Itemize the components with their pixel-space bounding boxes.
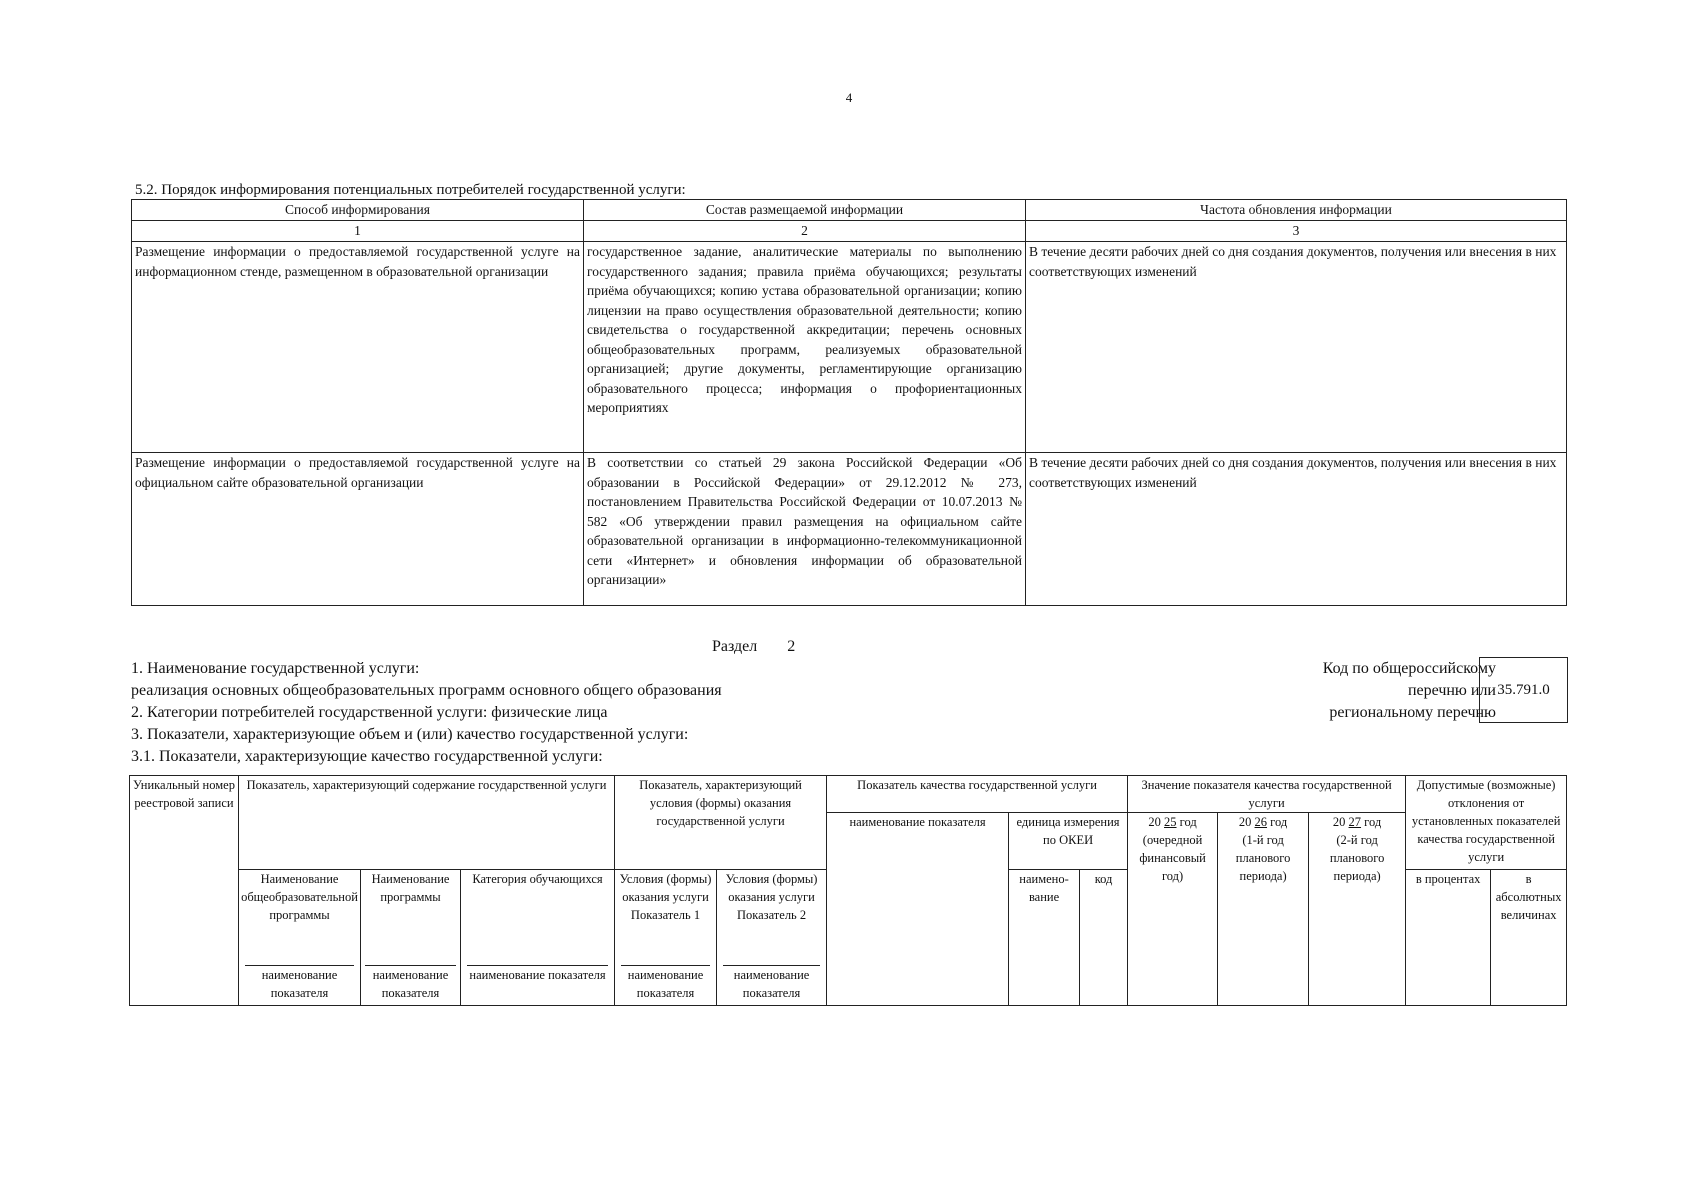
sub-condition-2: Условия (формы) оказания услуги Показатель 2	[717, 870, 827, 966]
table-row	[132, 242, 1567, 453]
col-number: 2	[584, 221, 1026, 242]
header-method: Способ информирования	[132, 200, 584, 221]
content-cell: В соответствии со статьей 29 закона Российской Федерации «Об образовании в Российской Федерации» от 29.12.2012 № 273, постановлением Правительства Российской Федерации от 10.07.2013 № 582 «Об утверждении правил размещения на официальном сайте образовательной организации в информационно-телекоммуникационной сети «Интернет» и обновления информации об образовательной организации»	[584, 453, 1026, 606]
sub-program-name: Наименование общеобразовательной программы	[239, 870, 361, 966]
information-order-table	[131, 199, 1567, 606]
header-year-1: 20 25 год (очередной финансовый год)	[1128, 813, 1218, 1006]
col-number: 1	[132, 221, 584, 242]
col-number: 3	[1026, 221, 1567, 242]
section-heading	[712, 638, 795, 656]
sub-unit-code: код	[1080, 870, 1128, 1006]
method-cell: Размещение информации о предоставляемой государственной услуге на официальном сайте образовательной организации	[132, 453, 584, 606]
header-allowed-deviation: Допустимые (возможные) отклонения от установленных показателей качества государственной услуги	[1406, 776, 1567, 870]
header-okei-unit: единица измерения по ОКЕИ	[1009, 813, 1128, 870]
frequency-cell: В течение десяти рабочих дней со дня создания документов, получения или внесения в них соответствующих изменений	[1026, 242, 1567, 453]
consumer-categories: 2. Категории потребителей государственной услуги: физические лица	[131, 704, 608, 721]
method-cell: Размещение информации о предоставляемой государственной услуге на информационном стенде, размещенном в образовательной организации	[132, 242, 584, 453]
indicator-name-label: наименование показателя	[723, 965, 820, 1002]
registry-code-value: 35.791.0	[1479, 657, 1568, 723]
content-cell: государственное задание, аналитические материалы по выполнению государственного задания; правила приёма обучающихся; результаты приёма обучающихся; копию устава образовательной организации; копию лицензии на право осуществления образовательной деятельности; копию свидетельства о государственной аккредитации; перечень основных общеобразовательных программ, реализуемых образовательной организацией; другие документы, регламентирующие организацию образовательного процесса; информация о профориентационных мероприятиях	[584, 242, 1026, 453]
frequency-cell: В течение десяти рабочих дней со дня создания документов, получения или внесения в них соответствующих изменений	[1026, 453, 1567, 606]
table-row	[132, 453, 1567, 606]
header-quality-value: Значение показателя качества государственной услуги	[1128, 776, 1406, 813]
service-name-value: реализация основных общеобразовательных программ основного общего образования	[131, 682, 722, 699]
sub-percent: в процентах	[1406, 870, 1491, 1006]
header-quality-indicator: Показатель качества государственной услуги	[827, 776, 1128, 813]
indicator-name-label: наименование показателя	[365, 965, 456, 1002]
service-name-label: 1. Наименование государственной услуги:	[131, 660, 420, 677]
quality-indicators-table	[129, 775, 1567, 1006]
page-number: 4	[845, 90, 853, 105]
section-title: Раздел	[712, 638, 758, 655]
section-number: 2	[787, 638, 796, 655]
header-unique-number: Уникальный номер реестровой записи	[130, 776, 239, 1006]
header-year-3: 20 27 год (2-й год планового периода)	[1309, 813, 1406, 1006]
registry-code-label: Код по общероссийскому перечню или региональному перечню	[1322, 660, 1496, 721]
sub-student-category: Категория обучающихся	[461, 870, 615, 966]
section-5-2-caption: 5.2. Порядок информирования потенциальных потребителей государственной услуги:	[135, 182, 686, 198]
indicators-heading: 3. Показатели, характеризующие объем и (или) качество государственной услуги:	[131, 726, 689, 743]
indicator-name-label: наименование показателя	[245, 965, 354, 1002]
indicator-name-label: наименование показателя	[467, 965, 608, 984]
sub-program: Наименование программы	[361, 870, 461, 966]
indicator-name-label: наименование показателя	[621, 965, 710, 1002]
sub-unit-name: наимено-вание	[1009, 870, 1080, 1006]
sub-absolute: в абсолютных величинах	[1491, 870, 1567, 1006]
sub-condition-1: Условия (формы) оказания услуги Показатель 1	[615, 870, 717, 966]
header-year-2: 20 26 год (1-й год планового периода)	[1218, 813, 1309, 1006]
header-content: Состав размещаемой информации	[584, 200, 1026, 221]
quality-indicators-heading: 3.1. Показатели, характеризующие качество государственной услуги:	[131, 748, 603, 765]
header-content-indicator: Показатель, характеризующий содержание государственной услуги	[239, 776, 615, 870]
header-indicator-name: наименование показателя	[827, 813, 1009, 1006]
header-frequency: Частота обновления информации	[1026, 200, 1567, 221]
header-conditions-indicator: Показатель, характеризующий условия (формы) оказания государственной услуги	[615, 776, 827, 870]
